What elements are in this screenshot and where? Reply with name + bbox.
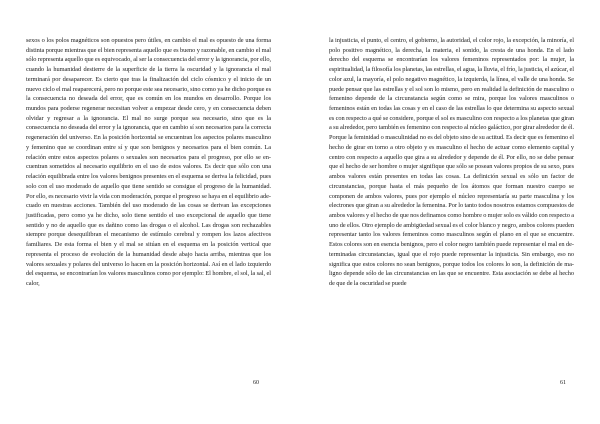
left-page	[26, 36, 271, 410]
right-page	[329, 36, 574, 410]
left-page-body-text: sexos o los polos magnéticos son opuestos pero útiles, en cambio el mal es opuesto de una forma distinta porque mientras que el bien representa aquello que es bueno y razonable, en cambio el mal sólo representa aquello que es equivocado, al ser la consecuencia del error y la ignorancia, por ello, cuando la humanidad destierre de la superficie de la tierra la oscuridad y la ignorancia el mal terminará por desaparecer. Es cierto que tras la finalización del ciclo cósmico y el inicio de un nuevo ciclo el mal reaparecerá, pero no porque este sea necesario, sino como ya he dicho porque es la consecuencia no deseada del error, que es común en los mundos en desarrollo. Porque los mundos para poderse regenerar necesitan volver a empezar desde cero, y en consecuencia deben olvidar y regresar a la ignorancia. El mal no surge porque sea necesario, sino que es la consecuencia no deseada del error y la ignorancia, que en cambio sí son necesarios para la correcta regeneración del universo. En la posición horizontal se encuentran los aspectos polares masculino y femenino que se coordinan entre sí y que son benignos y necesarios para el bien común. La relación entre estos aspectos polares o sexuales son necesarios para el progreso, por ello se encuentran sometidos al necesario equilibrio en el uso de estos valores. Es decir que sólo con una relación equilibrada entre los valores benignos presentes en el esquema se deriva la felicidad, pues solo con el uso moderado de aquello que tiene sentido se consigue el progreso de la humanidad. Por ello, es necesario vivir la vida con moderación, porque el progreso se haya en el equilibrio adecuado en nuestras acciones. También del uso moderado de las cosas se derivan las excepciones justificadas, pero como ya he dicho, solo tiene sentido el uso excepcional de aquello que tiene sentido y no de aquello que es dañino como las drogas o el alcohol. Las drogas son rechazables siempre porque desequilibran el mecanismo de estímulo cerebral y rompen los lazos afectivos familiares. De esta forma el bien y el mal se sitúan en el esquema en la posición vertical que representa el proceso de evolución de la humanidad desde abajo hacia arriba, mientras que los valores sexuales y polares del universo lo hacen en la posición horizontal. Así en el lado izquierdo del esquema, se encontrarían los valores masculinos como por ejemplo: El hombre, el sol, la sal, el calor,	[26, 37, 271, 287]
right-page-number: 61	[560, 380, 566, 386]
right-page-body-text: la injusticia, el punto, el centro, el gobierno, la autoridad, el color rojo, la excepción, la minoría, el polo positivo magnético, la derecha, la materia, el sonido, la cresta de una honda. En el lado derecho del esquema se encontrarían los valores femeninos representados por: la mujer, la espiritualidad, la filosofía los planetas, las estrellas, el agua, la lluvia, el frío, la justicia, el azúcar, el color azul, la mayoría, el polo negativo magnético, la izquierda, la línea, el valle de una honda. Se puede pensar que las estrellas y el sol son lo mismo, pero en realidad la definición de masculino o femenino depende de la circunstancia según como se mira, porque los valores masculinos o femeninos están en todas las cosas y en el caso de las estrellas lo que determina su aspecto sexual es con respecto a qué se considere, porque el sol es masculino con respecto a los planetas que giran a su alrededor, pero también es femenino con respecto al núcleo galáctico, por girar alrededor de él. Porque la feminidad o masculinidad no es del objeto sino de su actitud. Es decir que es femenino el hecho de girar en torno a otro objeto y es masculino el hecho de actuar como elemento capital y centro con respecto a aquello que gira a su alrededor y depende de él. Por ello, no se debe pensar que el hecho de ser hombre o mujer signifique que sólo se posean valores propios de su sexo, pues ambos valores están presentes en todas las cosas. La definición sexual es sólo un factor de circunstancias, porque hasta el más pequeño de los átomos que forman nuestro cuerpo se componen de ambos valores, pues por ejemplo el núcleo representaría su parte masculina y los electrones que giran a su alrededor la femenina. Por lo tanto todos nosotros estamos compuestos de ambos valores y el hecho de que nos definamos como hombre o mujer solo es válido con respecto a uno de ellos. Otro ejemplo de ambigüedad sexual es el color blanco y negro, ambos colores pueden representar tanto los valores femeninos como masculinos según el plano en el que se encuentre. Estos colores son en esencia benignos, pero el color negro también puede representar el mal en determinadas circunstancias, igual que el rojo puede representar la injusticia. Sin embargo, eso no significa que estos colores no sean benignos, porque todos los colores lo son, la definición de maligno depende sólo de las circunstancias en las que se encuentre. Esta asociación se debe al hecho de que de la oscuridad se puede	[329, 37, 574, 287]
left-page-number: 60	[253, 380, 259, 386]
